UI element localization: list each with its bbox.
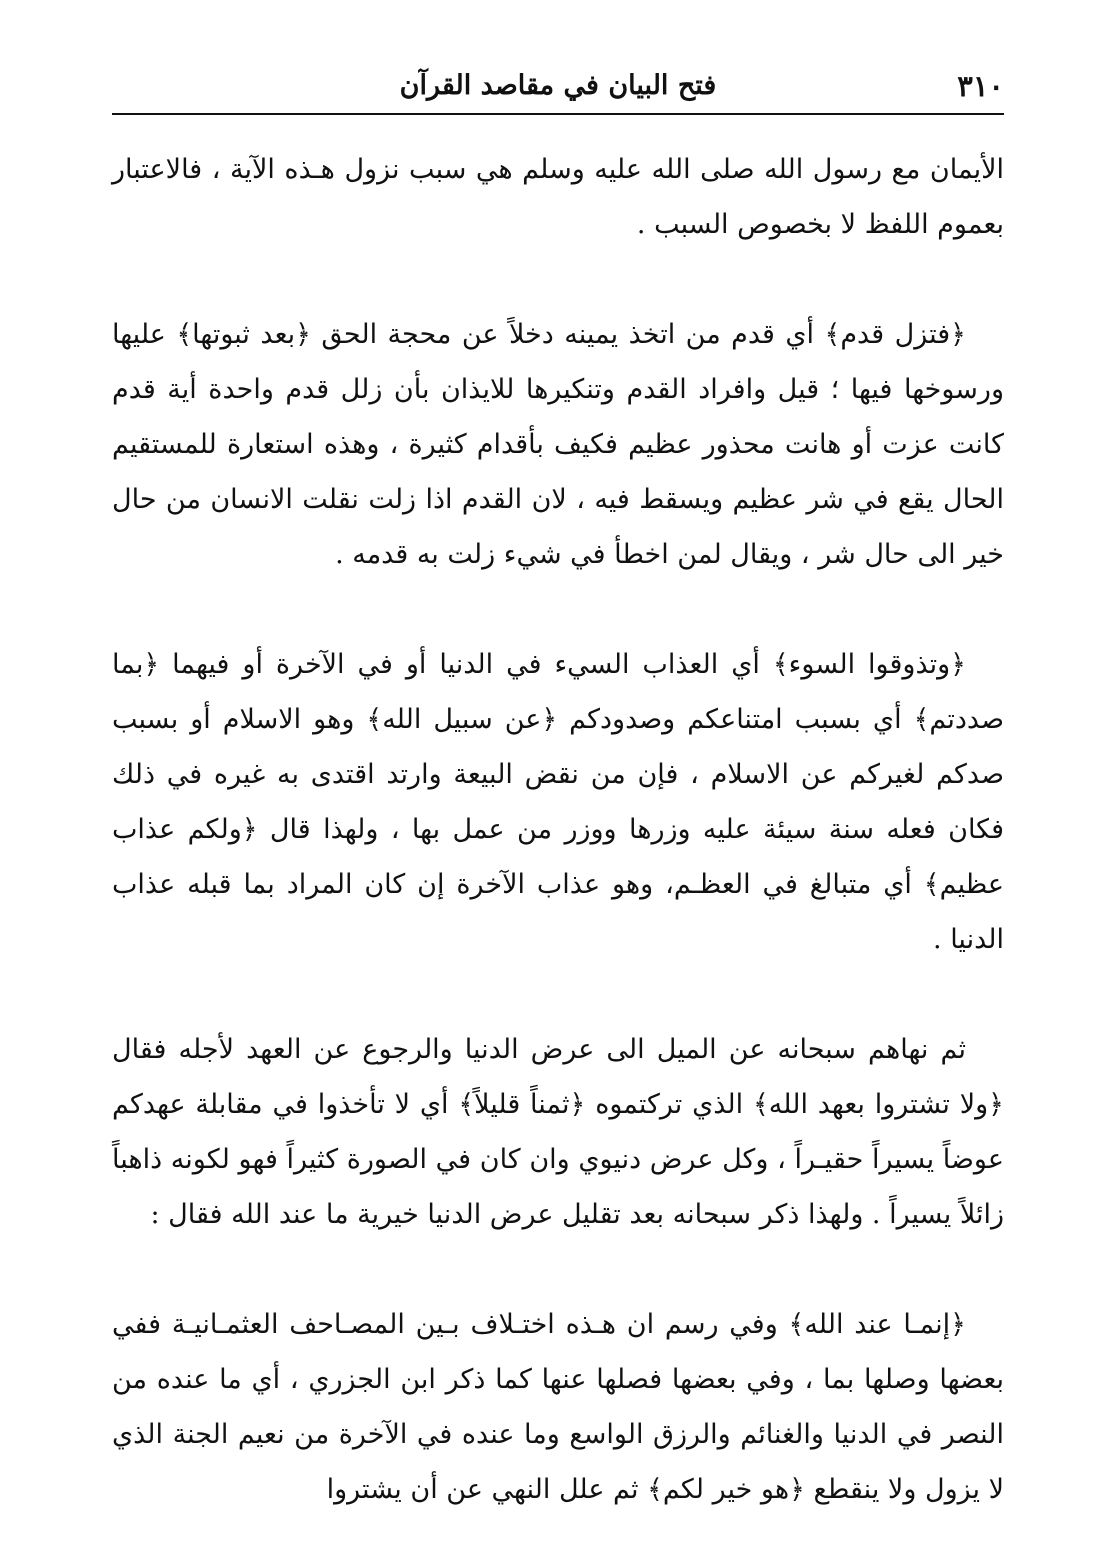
page-header <box>112 62 1004 110</box>
paragraph-3: ﴿وتذوقوا السوء﴾ أي العذاب السيء في الدنيا أو في الآخرة أو فيهما ﴿بما صددتم﴾ أي بسبب امتناعكم وصدودكم ﴿عن سبيل الله﴾ وهو الاسلام أو بسبب صدكم لغيركم عن الاسلام ، فإن من نقض البيعة وارتد اقتدى به غيره في ذلك فكان فعله سنة سيئة عليه وزرها ووزر من عمل بها ، ولهذا قال ﴿ولكم عذاب عظيم﴾ أي متبالغ في العظـم، وهو عذاب الآخرة إن كان المراد بما قبله عذاب الدنيا . <box>112 649 1004 955</box>
paragraph-gap <box>112 252 1004 307</box>
paragraph-4: ثم نهاهم سبحانه عن الميل الى عرض الدنيا والرجوع عن العهد لأجله فقال ﴿ولا تشتروا بعهد الله﴾ الذي تركتموه ﴿ثمناً قليلاً﴾ أي لا تأخذوا في مقابلة عهدكم عوضاً يسيراً حقيـراً ، وكل عرض دنيوي وان كان في الصورة كثيراً فهو لكونه ذاهباً زائلاً يسيراً . ولهذا ذكر سبحانه بعد تقليل عرض الدنيا خيرية ما عند الله فقال : <box>112 1034 1004 1230</box>
paragraph-5: ﴿إنمـا عند الله﴾ وفي رسم ان هـذه اختـلاف بـين المصـاحف العثمـانيـة ففي بعضها وصلها بما ، وفي بعضها فصلها عنها كما ذكر ابن الجزري ، أي ما عنده من النصر في الدنيا والغنائم والرزق الواسع وما عنده في الآخرة من نعيم الجنة الذي لا يزول ولا ينقطع ﴿هو خير لكم﴾ ثم علل النهي عن أن يشتروا <box>112 1309 1004 1505</box>
paragraph-2: ﴿فتزل قدم﴾ أي قدم من اتخذ يمينه دخلاً عن محجة الحق ﴿بعد ثبوتها﴾ عليها ورسوخها فيها ؛ قيل وافراد القدم وتنكيرها للايذان بأن زلل قدم واحدة أية قدم كانت عزت أو هانت محذور عظيم فكيف بأقدام كثيرة ، وهذه استعارة للمستقيم الحال يقع في شر عظيم ويسقط فيه ، لان القدم اذا زلت نقلت الانسان من حال خير الى حال شر ، ويقال لمن اخطأ في شيء زلت به قدمه . <box>112 319 1004 570</box>
paragraph-gap <box>112 967 1004 1022</box>
header-rule <box>112 113 1004 115</box>
page-number: ٣١٠ <box>957 69 1004 103</box>
body-text <box>112 142 1004 1517</box>
paragraph-1: الأيمان مع رسول الله صلى الله عليه وسلم هي سبب نزول هـذه الآية ، فالاعتبار بعموم اللفظ لا بخصوص السبب . <box>112 154 1004 240</box>
running-title: فتح البيان في مقاصد القرآن <box>399 70 717 101</box>
paragraph-gap <box>112 582 1004 637</box>
paragraph-gap <box>112 1242 1004 1297</box>
